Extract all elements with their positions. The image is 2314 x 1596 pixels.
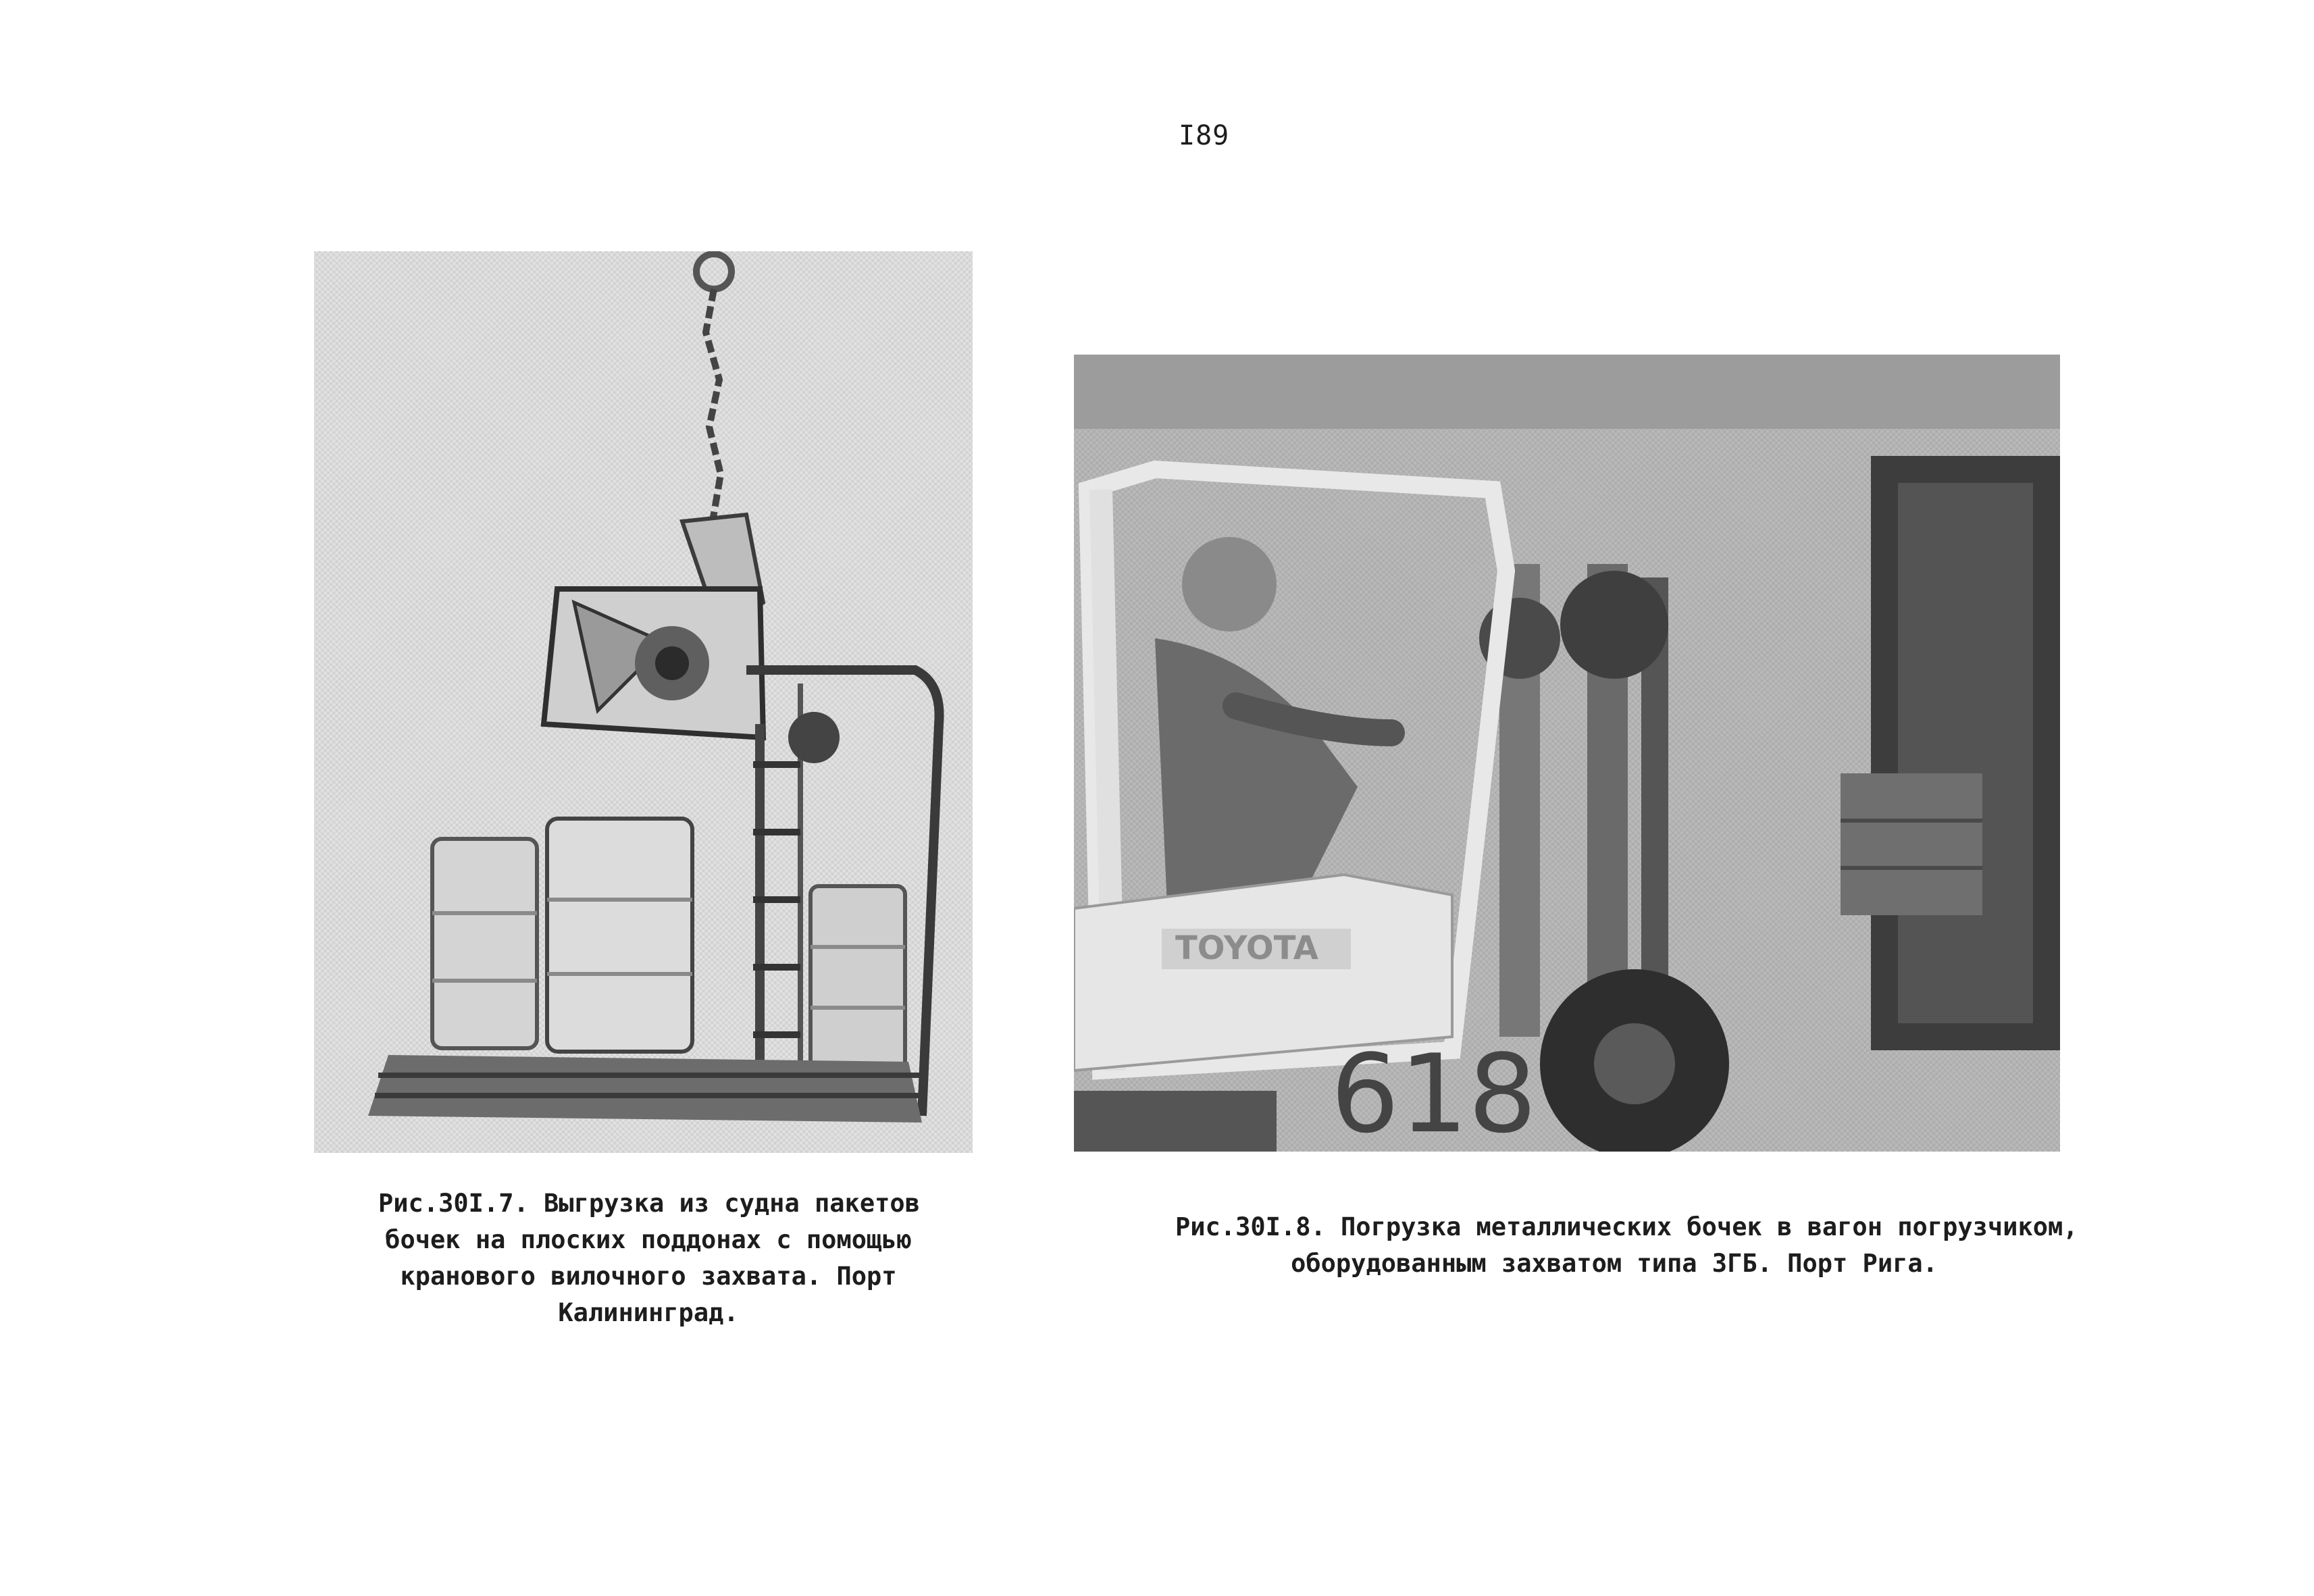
figure-caption-301-7 [378, 1185, 919, 1331]
caption-line: бочек на плоских поддонах с помощью [385, 1225, 912, 1254]
figure-photo-forklift-loading-barrels [1074, 355, 2060, 1152]
caption-line: кранового вилочного захвата. Порт [400, 1262, 897, 1291]
figure-caption-301-8 [1175, 1209, 2078, 1282]
caption-line: Рис.30I.8. Погрузка металлических бочек в вагон погрузчиком, [1175, 1212, 2078, 1241]
caption-line: Калининград. [558, 1298, 739, 1327]
forklift-brand: TOYOTA [1175, 929, 1318, 967]
figure-photo-barrel-crane-grab [314, 251, 973, 1153]
caption-line: Рис.30I.7. Выгрузка из судна пакетов [378, 1189, 920, 1218]
forklift-number: 618 [1331, 1031, 1537, 1152]
page-number: I89 [1179, 120, 1230, 151]
caption-line: оборудованным захватом типа ЗГБ. Порт Рига. [1291, 1249, 1938, 1278]
